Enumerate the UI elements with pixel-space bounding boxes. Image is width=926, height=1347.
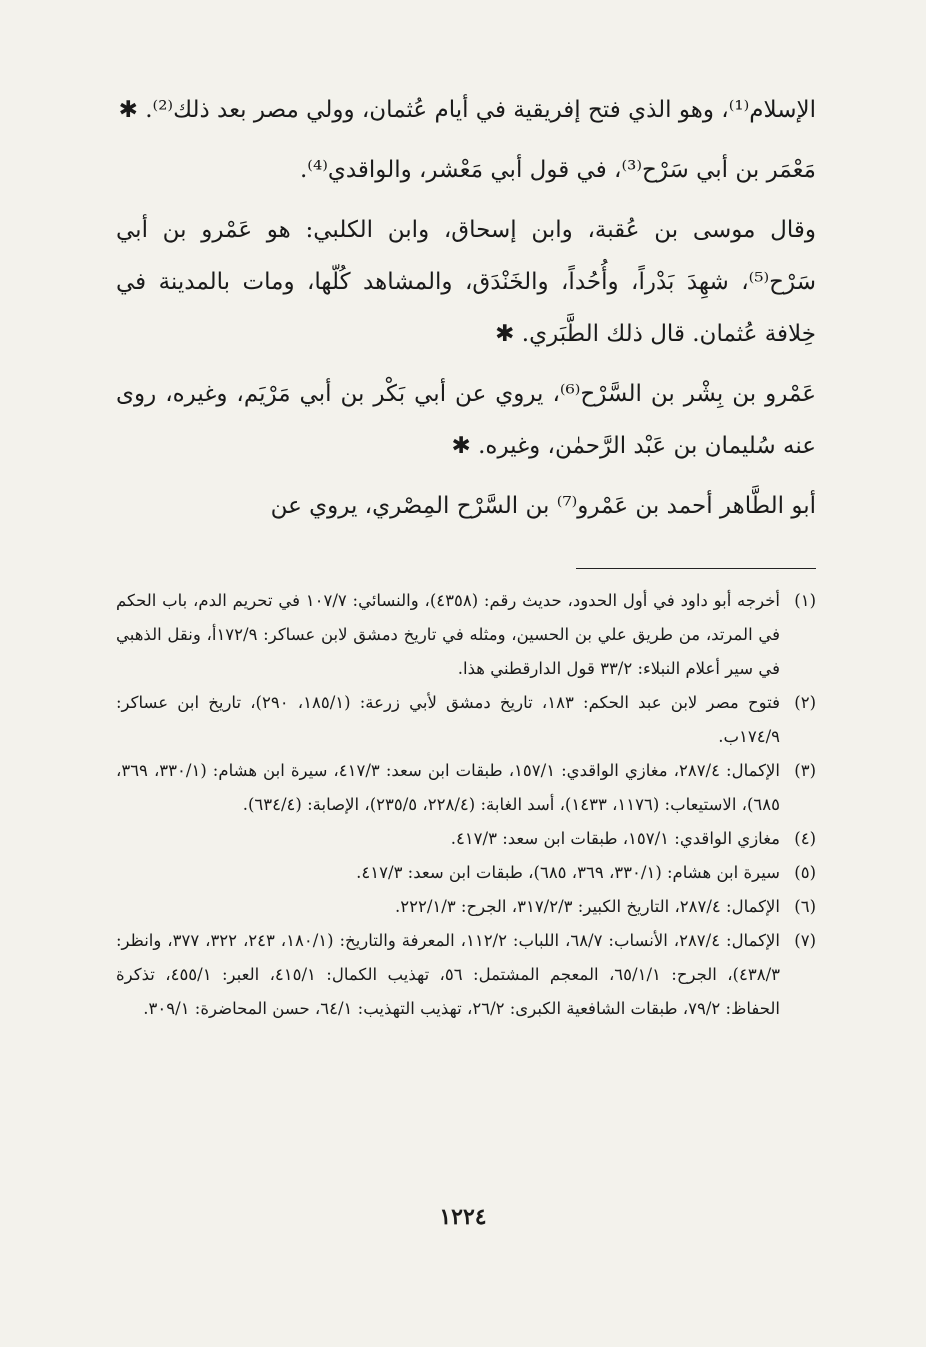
footnote <box>116 822 816 856</box>
footnote <box>116 686 816 754</box>
footnote-text: الإكمال: ٢٨٧/٤، الأنساب: ٦٨/٧، اللباب: ١١٢/٢، المعرفة والتاريخ: (١٨٠/١، ٢٤٣، ٣٢٢، ٣٧٧، وانظر: ٤٣٨/٣)، الجرح: ٦٥/١/١، المعجم المشتمل: ٥٦، تهذيب الكمال: ٤١٥/١، العبر: ٤٥٥/١، تذكرة الحفاظ: ٧٩/٢، طبقات الشافعية الكبرى: ٢٦/٢، تهذيب التهذيب: ٦٤/١، حسن المحاضرة: ٣٠٩/١. <box>116 931 780 1018</box>
footnote-number: (٢) <box>794 693 816 712</box>
footnote-text: الإكمال: ٢٨٧/٤، مغازي الواقدي: ١٥٧/١، طبقات ابن سعد: ٤١٧/٣، سيرة ابن هشام: (٣٣٠/١، ٣٦٩، ٦٨٥)، الاستيعاب: (١١٧٦، ١٤٣٣)، أسد الغابة: (٢٢٨/٤، ٢٣٥/٥)، الإصابة: (٦٣٤/٤). <box>116 761 780 814</box>
footnote <box>116 584 816 686</box>
paragraph: عَمْرو بن بِشْر بن السَّرْح⁽⁶⁾، يروي عن أبي بَكْر بن أبي مَرْيَم، وغيره، روى عنه سُليمان بن عَبْد الرَّحمٰن، وغيره. ✱ <box>116 381 817 459</box>
footnote-number: (١) <box>794 591 816 610</box>
paragraph: أبو الطَّاهر أحمد بن عَمْرو⁽⁷⁾ بن السَّرْح المِصْري، يروي عن <box>270 493 816 519</box>
footnote-separator <box>576 568 816 569</box>
footnote-number: (٦) <box>794 897 816 916</box>
footnote-number: (٥) <box>794 863 816 882</box>
footnote-text: مغازي الواقدي: ١٥٧/١، طبقات ابن سعد: ٤١٧/٣. <box>450 829 780 848</box>
footnote-text: أخرجه أبو داود في أول الحدود، حديث رقم: (٤٣٥٨)، والنسائي: ١٠٧/٧ في تحريم الدم، باب الحكم في المرتد، من طريق علي بن الحسين، ومثله في تاريخ دمشق لابن عساكر: ١٧٢/٩أ، ونقل الذهبي في سير أعلام النبلاء: ٣٣/٢ قول الدارقطني هذا. <box>116 591 781 678</box>
page-number: ١٢٢٤ <box>439 1204 487 1230</box>
footnote <box>116 890 816 924</box>
paragraph: الإسلام⁽¹⁾، وهو الذي فتح إفريقية في أيام عُثمان، وولي مصر بعد ذلك⁽²⁾. ✱ <box>118 97 816 123</box>
footnote-number: (٧) <box>794 931 816 950</box>
footnote-text: فتوح مصر لابن عبد الحكم: ١٨٣، تاريخ دمشق لأبي زرعة: (١٨٥/١، ٢٩٠)، تاريخ ابن عساكر: ١٧٤/٩ب. <box>116 693 780 746</box>
footnote <box>116 856 816 890</box>
paragraph: مَعْمَر بن أبي سَرْح⁽³⁾، في قول أبي مَعْشر، والواقدي⁽⁴⁾. <box>300 157 816 183</box>
footnote <box>116 754 816 822</box>
footnote-text: الإكمال: ٢٨٧/٤، التاريخ الكبير: ٣١٧/٢/٣، الجرح: ٢٢٢/١/٣. <box>395 897 780 916</box>
footnote <box>116 924 816 1026</box>
paragraph: وقال موسى بن عُقبة، وابن إسحاق، وابن الكلبي: هو عَمْرو بن أبي سَرْح⁽⁵⁾، شهِدَ بَدْراً، وأُحُداً، والخَنْدَق، والمشاهد كُلّها، ومات بالمدينة في خِلافة عُثمان. قال ذلك الطَّبَري. ✱ <box>116 217 816 347</box>
footnotes <box>116 584 816 1026</box>
footnote-number: (٣) <box>794 761 816 780</box>
footnote-text: سيرة ابن هشام: (٣٣٠/١، ٣٦٩، ٦٨٥)، طبقات ابن سعد: ٤١٧/٣. <box>356 863 780 882</box>
main-text <box>116 84 816 540</box>
footnote-number: (٤) <box>794 829 816 848</box>
